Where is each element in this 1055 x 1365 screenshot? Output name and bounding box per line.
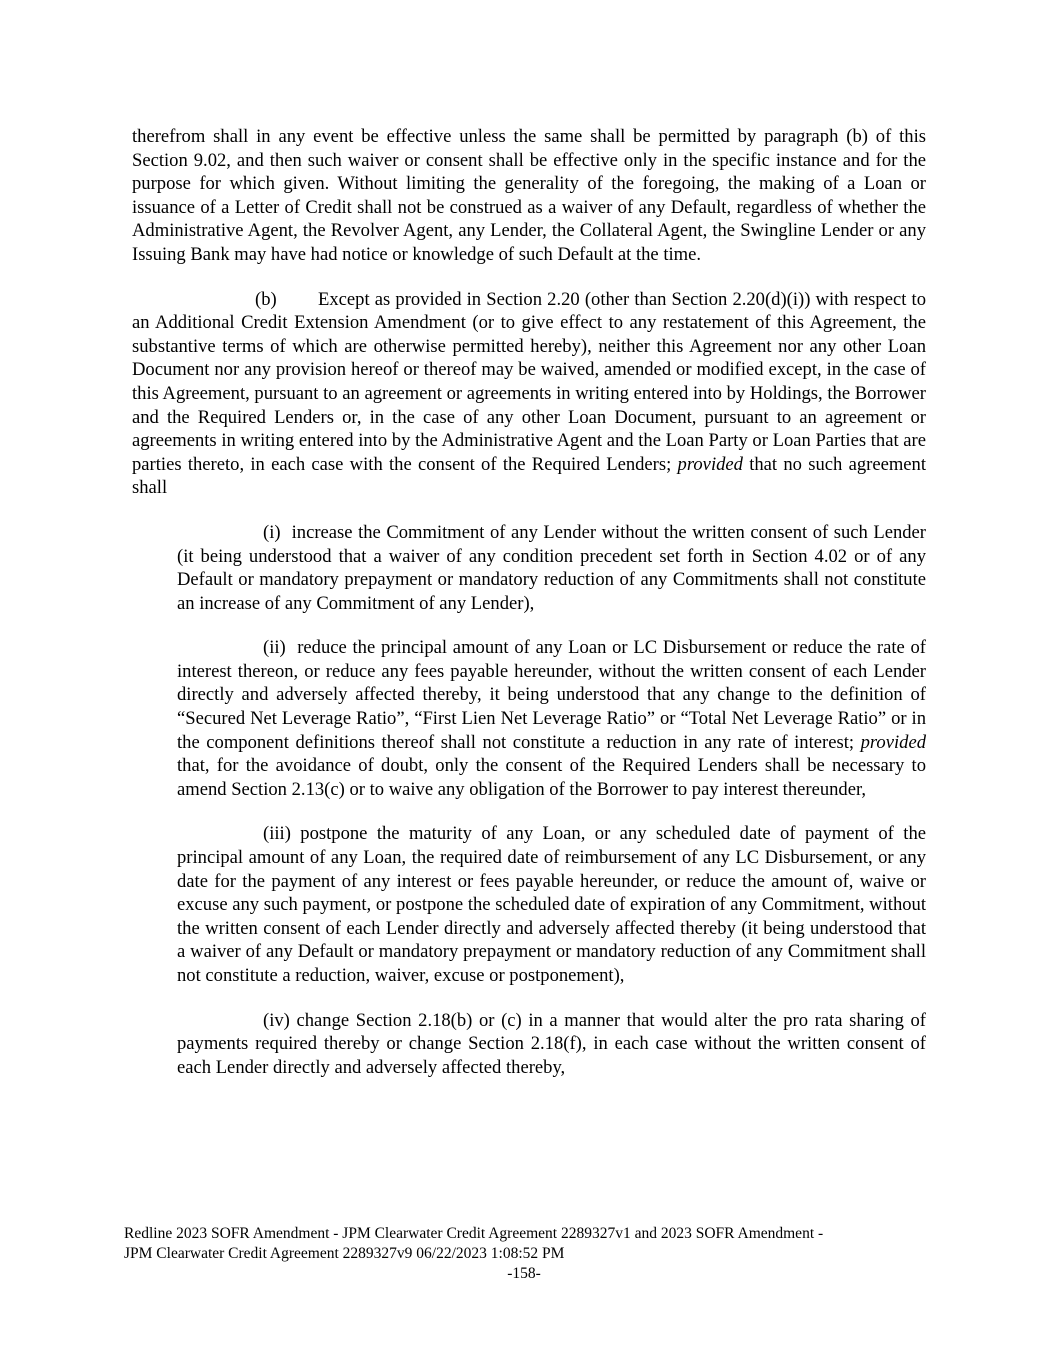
document-body [132, 125, 926, 1100]
clause-i [177, 521, 926, 615]
clause-iii-text: postpone the maturity of any Loan, or any scheduled date of payment of the principal amount of any Loan, the required date of reimbursement of any LC Disbursement, or any date for the payment of any interest or fees payable hereunder, or reduce the amount of, waive or excuse any such payment, or postpone the scheduled date of expiration of any Commitment, without the written consent of each Lender directly and adversely affected thereby (it being understood that a waiver of any Default or mandatory prepayment or mandatory reduction of any Commitment shall not constitute a reduction, waiver, excuse or postponement), [177, 823, 926, 986]
clause-iii [177, 822, 926, 987]
paragraph-b-italic: provided [677, 453, 743, 475]
clause-ii-label: (ii) [263, 637, 286, 659]
page-number: -158- [507, 1265, 541, 1282]
clause-ii-text: reduce the principal amount of any Loan or LC Disbursement or reduce the rate of interest thereon, or reduce any fees payable hereunder, without the written consent of each Lender directly and adversely affected thereby, it being understood that any change to the definition of “Secured Net Leverage Ratio”, “First Lien Net Leverage Ratio” or “Total Net Leverage Ratio” or in the component definitions thereof shall not constitute a reduction in any rate of interest; [177, 637, 926, 753]
paragraph-b-text: Except as provided in Section 2.20 (other than Section 2.20(d)(i)) with respect to an Additional Credit Extension Amendment (or to give effect to any restatement of this Agreement, the substantive terms of which are otherwise permitted hereby), neither this Agreement nor any other Loan Document nor any provision hereof or thereof may be waived, amended or modified except, in the case of this Agreement, pursuant to an agreement or agreements in writing entered into by Holdings, the Borrower and the Required Lenders or, in the case of any other Loan Document, pursuant to an agreement or agreements in writing entered into by the Administrative Agent and the Loan Party or Loan Parties that are parties thereto, in each case with the consent of the Required Lenders; [132, 288, 926, 475]
paragraph-b [132, 288, 926, 500]
clause-iii-label: (iii) [263, 823, 291, 845]
clause-iv-text: change Section 2.18(b) or (c) in a manner that would alter the pro rata sharing of payments required thereby or change Section 2.18(f), in each case without the written consent of each Lender directly and adversely affected thereby, [177, 1009, 926, 1078]
clause-iv [177, 1009, 926, 1080]
clause-ii-text-end: that, for the avoidance of doubt, only the consent of the Required Lenders shall be necessary to amend Section 2.13(c) or to waive any obligation of the Borrower to pay interest thereunder, [177, 755, 926, 800]
clause-ii-italic: provided [860, 731, 926, 753]
clause-i-label: (i) [263, 521, 281, 543]
clause-i-text: increase the Commitment of any Lender without the written consent of such Lender (it being understood that a waiver of any condition precedent set forth in Section 4.02 or of any Default or mandatory prepayment or mandatory reduction of any Commitments shall not constitute an increase of any Commitment of any Lender), [177, 521, 926, 614]
footer-line-2: JPM Clearwater Credit Agreement 2289327v9 06/22/2023 1:08:52 PM [124, 1244, 565, 1262]
footer-line-1: Redline 2023 SOFR Amendment - JPM Clearwater Credit Agreement 2289327v1 and 2023 SOFR Amendment - [124, 1225, 824, 1242]
paragraph-b-label: (b) [255, 288, 277, 310]
page-footer [124, 1224, 924, 1263]
clause-ii [177, 636, 926, 801]
paragraph-b-text-end: that no such agreement shall [132, 453, 927, 499]
clause-iv-label: (iv) [263, 1009, 290, 1031]
paragraph-a-continued: therefrom shall in any event be effective unless the same shall be permitted by paragraph (b) of this Section 9.02, and then such waiver or consent shall be effective only in the specific instance and for the purpose for which given. Without limiting the generality of the foregoing, the making of a Loan or issuance of a Letter of Credit shall not be construed as a waiver of any Default, regardless of whether the Administrative Agent, the Revolver Agent, any Lender, the Collateral Agent, the Swingline Lender or any Issuing Bank may have had notice or knowledge of such Default at the time. [132, 126, 926, 265]
